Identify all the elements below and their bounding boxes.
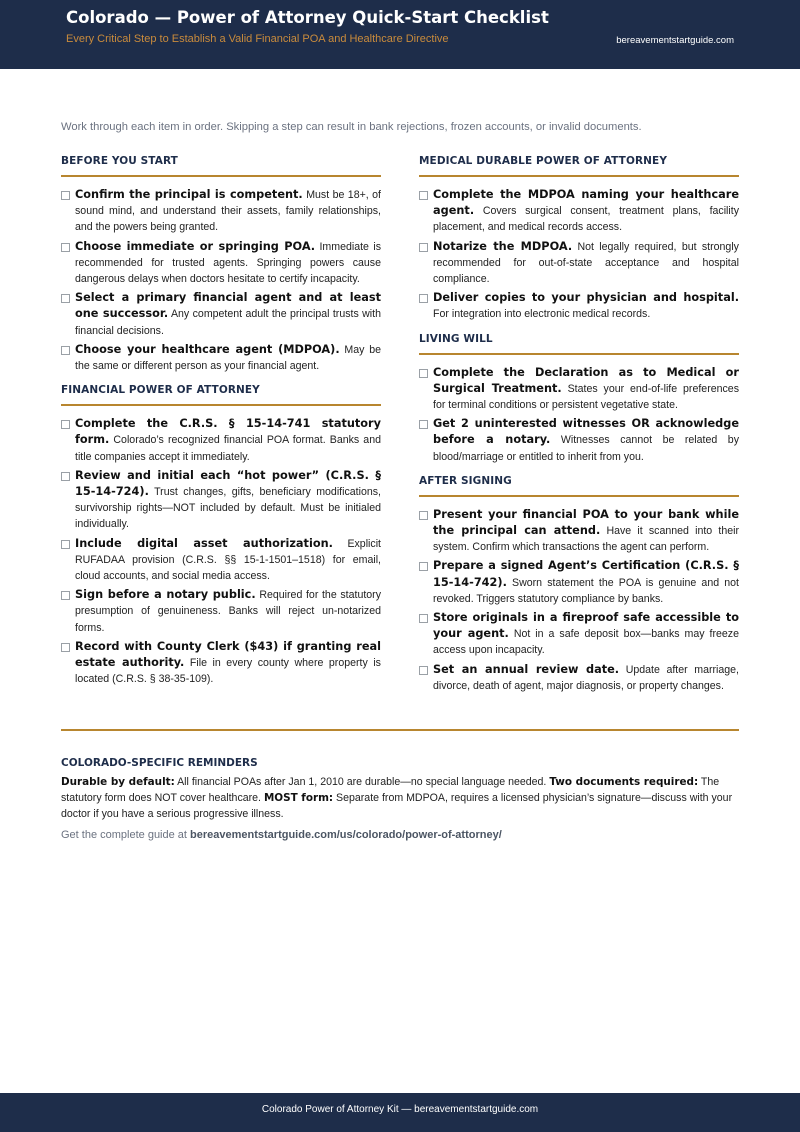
checkbox-icon[interactable] [61,346,70,355]
checkbox-icon[interactable] [61,243,70,252]
page-subtitle: Every Critical Step to Establish a Valid Financial POA and Healthcare Directive [66,33,449,45]
section-living-will [419,333,739,465]
checklist-item [419,610,739,659]
item-desc: File in every county where property is located (C.R.S. § 38-35-109). [75,657,381,686]
reminder-label: Durable by default: [61,776,175,788]
left-column [61,155,381,697]
checklist-item [419,662,739,694]
item-desc: Witnesses cannot be related by blood/marriage or entitled to inherit from you. [433,434,739,463]
right-column [419,155,739,704]
reminders-text [61,774,739,823]
item-lead: Review and initial each “hot power” (C.R.S. § 15-14-724). [75,468,381,499]
checklist-item [61,187,381,236]
section-financial-poa [61,384,381,687]
guide-link[interactable]: bereavementstartguide.com/us/colorado/power-of-attorney/ [190,828,502,841]
checkbox-icon[interactable] [61,540,70,549]
checklist-item [61,342,381,374]
guide-prefix: Get the complete guide at [61,828,191,841]
item-lead: Select a primary financial agent and at least one successor. [75,291,381,321]
checkbox-icon[interactable] [61,472,70,481]
reminder-text: Separate from MDPOA, requires a licensed physician’s signature—discuss with your doctor if you have a serious progressive illness. [61,792,733,821]
guide-line [61,829,739,841]
item-desc: For integration into electronic medical records. [433,308,651,321]
item-lead: Complete the C.R.S. § 15-14-741 statutory form. [75,417,381,447]
checkbox-icon[interactable] [419,614,428,623]
item-lead: Sign before a notary public. [75,588,256,602]
checkbox-icon[interactable] [419,562,428,571]
item-lead: Get 2 uninterested witnesses OR acknowledge before a notary. [433,417,739,447]
page-title: Colorado — Power of Attorney Quick-Start Checklist [66,8,549,27]
footer-text: Colorado Power of Attorney Kit — bereavementstartguide.com [261,1104,539,1115]
item-desc: Not legally required, but strongly recommended for out-of-state acceptance and hospital compliance. [433,240,739,286]
reminders-title: COLORADO-SPECIFIC REMINDERS [61,757,258,769]
checkbox-icon[interactable] [61,420,70,429]
item-desc: Trust changes, gifts, beneficiary modifications, survivorship rights—NOT included by default. Must be initialed individually. [75,486,381,531]
intro-text: Work through each item in order. Skipping a step can result in bank rejections, frozen accounts, or invalid documents. [61,121,642,133]
item-lead: Choose your healthcare agent (MDPOA). [75,342,340,356]
item-lead: Notarize the MDPOA. [433,239,573,253]
checkbox-icon[interactable] [419,666,428,675]
item-lead: Deliver copies to your physician and hospital. [433,291,739,305]
checkbox-icon[interactable] [61,191,70,200]
item-lead: Choose immediate or springing POA. [75,239,316,253]
checkbox-icon[interactable] [61,294,70,303]
item-desc: Colorado’s recognized financial POA format. Banks and title companies accept it immediately. [75,434,381,463]
checklist-item [61,587,381,636]
section-medical-poa [419,155,739,323]
item-desc: Any competent adult the principal trusts with financial decisions. [75,308,381,337]
section-title: AFTER SIGNING [419,475,739,497]
checklist-item [61,468,381,533]
item-desc: Covers surgical consent, treatment plans, facility placement, and medical records access. [433,205,739,234]
checklist-item [61,239,381,288]
item-lead: Include digital asset authorization. [75,536,333,550]
item-desc: Sworn statement the POA is genuine and not revoked. Triggers statutory compliance by banks. [433,576,739,605]
section-divider [61,729,739,731]
checklist-item [419,416,739,465]
checkbox-icon[interactable] [419,243,428,252]
checkbox-icon[interactable] [61,591,70,600]
checklist-item [419,558,739,607]
checklist-item [419,187,739,236]
item-desc: Required for the statutory presumption of genuineness. Banks will reject un-notarized forms. [75,589,381,634]
checkbox-icon[interactable] [419,369,428,378]
reminder-text: The statutory form does NOT cover healthcare. [61,776,720,805]
section-title: FINANCIAL POWER OF ATTORNEY [61,384,381,406]
header-site: bereavementstartguide.com [616,35,734,46]
checklist-item [419,507,739,556]
section-title: BEFORE YOU START [61,155,381,177]
item-desc: May be the same or different person as your financial agent. [75,343,381,373]
item-lead: Set an annual review date. [433,662,620,676]
checklist-item [61,639,381,688]
checkbox-icon[interactable] [419,191,428,200]
checklist-item [419,290,739,322]
checklist-item [61,416,381,465]
checkbox-icon[interactable] [419,511,428,520]
checkbox-icon[interactable] [61,643,70,652]
item-desc: Explicit RUFADAA provision (C.R.S. §§ 15-1-1501–1518) for email, cloud accounts, and social media access. [75,537,381,583]
section-after-signing [419,475,739,694]
section-before-you-start [61,155,381,374]
item-lead: Complete the Declaration as to Medical or Surgical Treatment. [433,365,739,395]
reminder-label: MOST form: [263,792,334,805]
item-desc: Update after marriage, divorce, death of agent, major diagnosis, or property changes. [433,663,739,692]
reminder-text: All financial POAs after Jan 1, 2010 are durable—no special language needed. [177,776,550,788]
checkbox-icon[interactable] [419,294,428,303]
page-footer [0,1093,800,1132]
colorado-reminders [61,757,739,841]
item-lead: Store originals in a fireproof safe accessible to your agent. [433,611,739,641]
checklist-item [61,536,381,585]
item-lead: Complete the MDPOA naming your healthcare agent. [433,188,739,218]
item-desc: Have it scanned into their system. Confirm which transactions the agent can perform. [433,525,739,554]
checkbox-icon[interactable] [419,420,428,429]
checklist-item [419,365,739,414]
item-lead: Confirm the principal is competent. [75,188,303,201]
checklist-item [419,239,739,288]
item-desc: Immediate is recommended for trusted agents. Springing powers cause dangerous delays when doctors hesitate to certify incapacity. [75,240,381,286]
reminder-label: Two documents required: [549,776,699,788]
item-lead: Present your financial POA to your bank while the principal can attend. [433,507,739,538]
page-header [0,0,800,69]
item-desc: Must be 18+, of sound mind, and understand their assets, family relationships, and the powers being granted. [75,189,381,234]
checklist-item [61,290,381,339]
item-desc: States your end-of-life preferences for terminal conditions or persistent vegetative state. [433,382,739,412]
section-title: MEDICAL DURABLE POWER OF ATTORNEY [419,155,739,177]
section-title: LIVING WILL [419,333,739,355]
item-desc: Not in a safe deposit box—banks may freeze access upon incapacity. [433,628,739,657]
item-lead: Prepare a signed Agent’s Certification (C.R.S. § 15-14-742). [433,559,739,589]
item-lead: Record with County Clerk ($43) if granting real estate authority. [75,639,381,670]
